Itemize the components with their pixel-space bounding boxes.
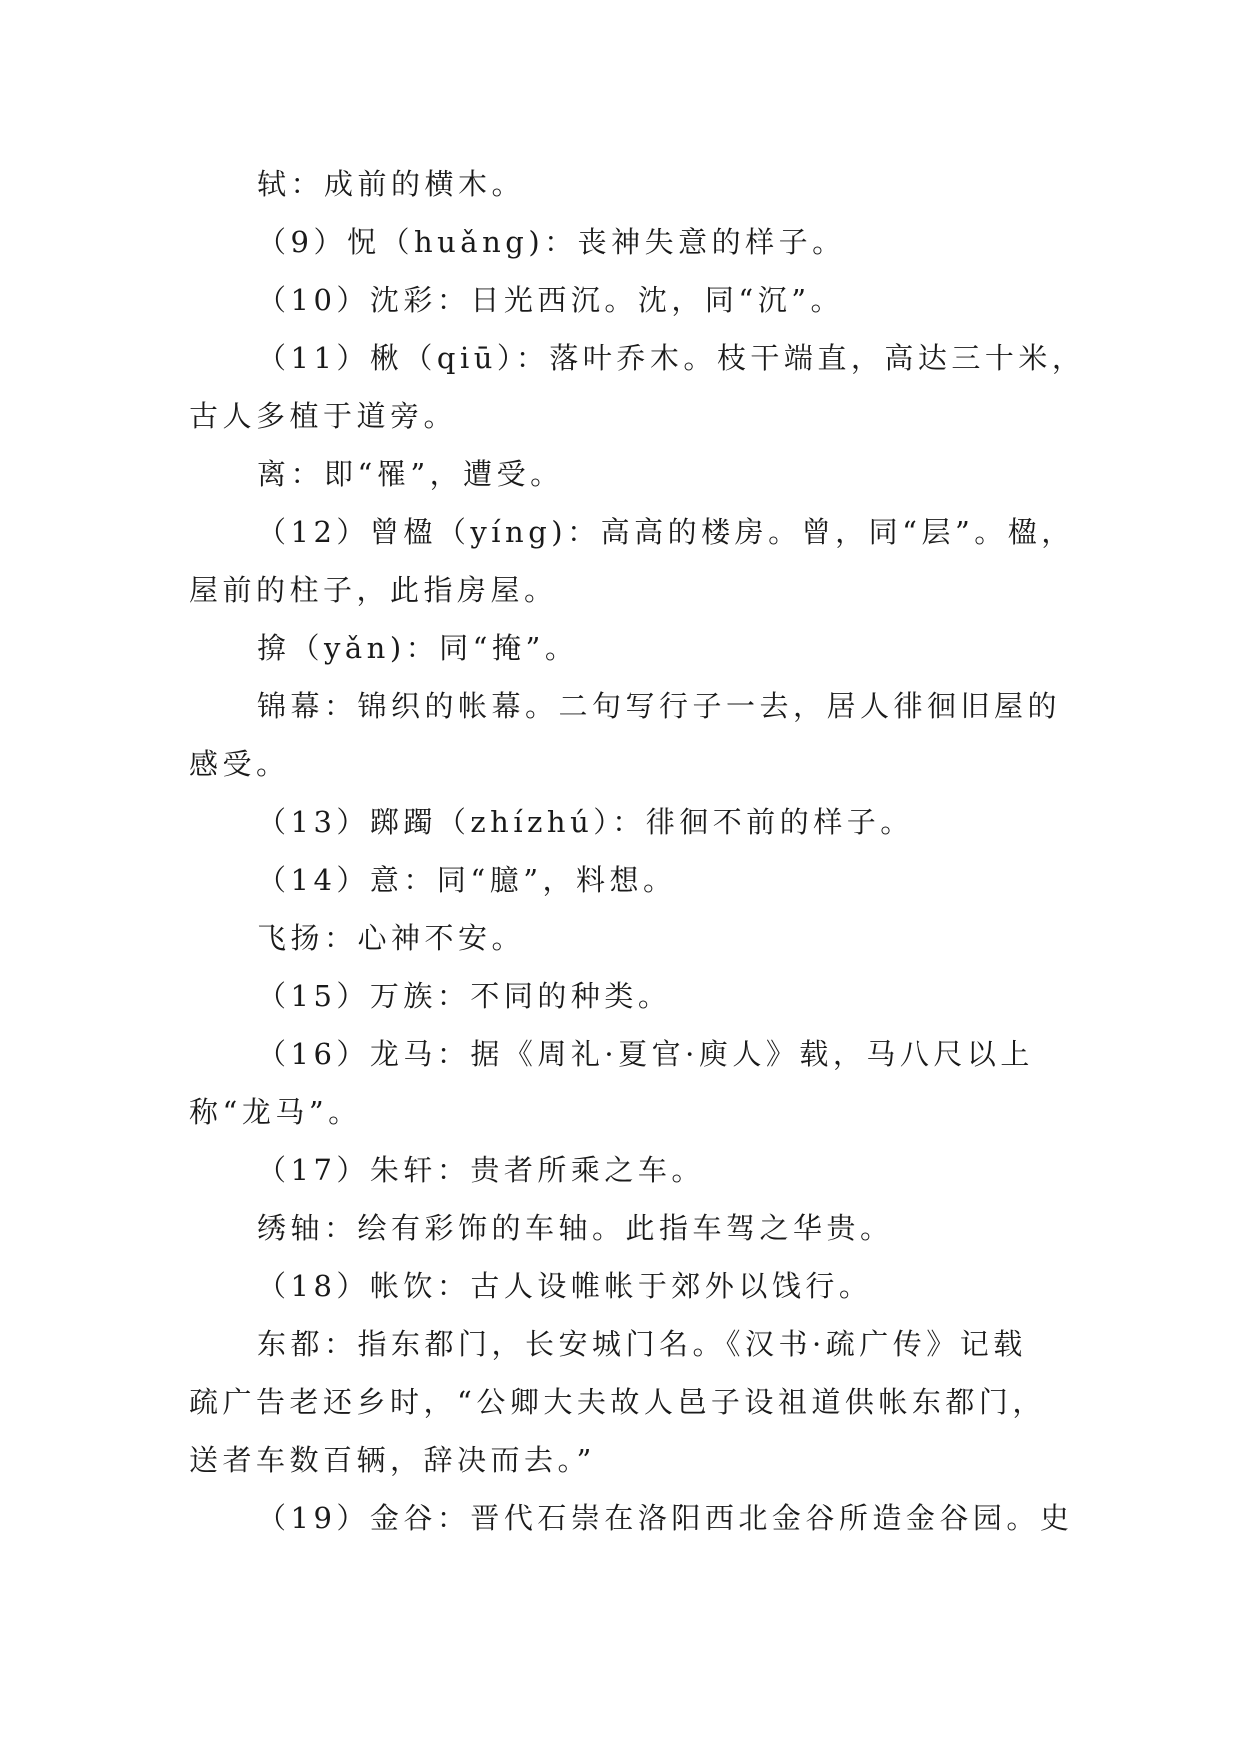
- text-line: （19）金谷：晋代石崇在洛阳西北金谷所造金谷园。史: [257, 1501, 1074, 1535]
- text-line: 轼：成前的横木。: [257, 167, 526, 201]
- text-line: 绣轴：绘有彩饰的车轴。此指车驾之华贵。: [257, 1211, 894, 1245]
- text-line: 东都：指东都门，长安城门名。《汉书·疏广传》记载: [257, 1327, 1027, 1361]
- text-line: 揜（yǎn)：同“掩”。: [257, 631, 579, 665]
- text-line: 飞扬：心神不安。: [257, 921, 526, 955]
- text-line: 古人多植于道旁。: [189, 399, 458, 433]
- text-line: （9）怳（huǎng)：丧神失意的样子。: [257, 225, 846, 259]
- text-line: （14）意：同“臆”，料想。: [257, 863, 677, 897]
- text-line: 称“龙马”。: [189, 1095, 362, 1129]
- text-line: （18）帐饮：古人设帷帐于郊外以饯行。: [257, 1269, 873, 1303]
- text-line: 疏广告老还乡时，“公卿大夫故人邑子设祖道供帐东都门，: [189, 1385, 1046, 1419]
- text-line: 送者车数百辆，辞决而去。”: [189, 1443, 596, 1477]
- text-line: （11）楸（qiū）：落叶乔木。枝干端直，高达三十米，: [257, 341, 1086, 375]
- text-line: （12）曾楹（yíng)：高高的楼房。曾，同“层”。楹，: [257, 515, 1075, 549]
- text-line: 感受。: [189, 747, 290, 781]
- text-line: 屋前的柱子，此指房屋。: [189, 573, 558, 607]
- text-line: （16）龙马：据《周礼·夏官·庾人》载，马八尺以上: [257, 1037, 1034, 1071]
- text-line: （13）踯躅（zhízhú）：徘徊不前的样子。: [257, 805, 914, 839]
- text-line: （15）万族：不同的种类。: [257, 979, 672, 1013]
- text-line: 锦幕：锦织的帐幕。二句写行子一去，居人徘徊旧屋的: [257, 689, 1062, 723]
- annotation-text: [189, 155, 1086, 1547]
- text-line: （17）朱轩：贵者所乘之车。: [257, 1153, 705, 1187]
- text-line: （10）沈彩：日光西沉。沈，同“沉”。: [257, 283, 845, 317]
- text-line: 离：即“罹”，遭受。: [257, 457, 564, 491]
